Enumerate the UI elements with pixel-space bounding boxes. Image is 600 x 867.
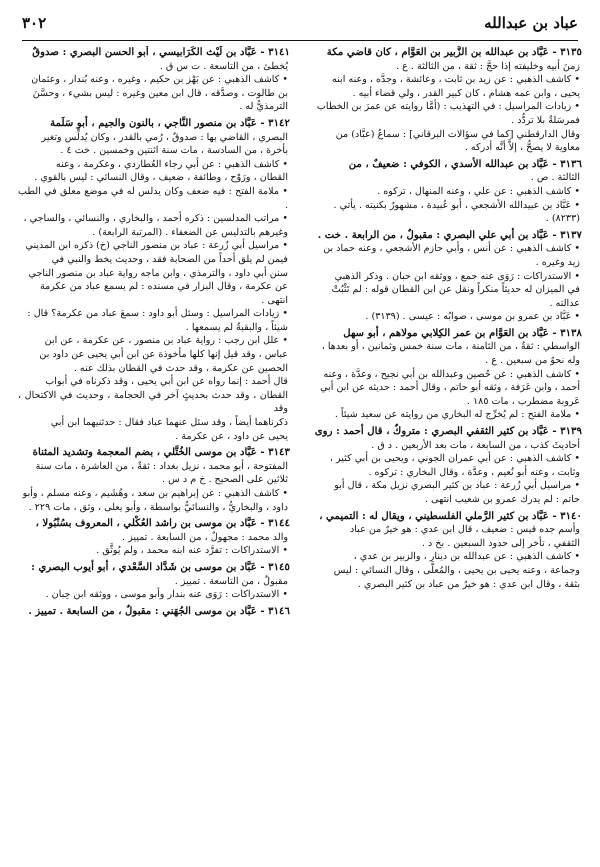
entry-line: شيئاً ، والبقيةُ لم يسمعها . — [185, 321, 288, 333]
entry-line: • كاشف الذهبي : عن علي ، وعنه المنهال ، تركوه . — [377, 185, 580, 197]
entry-line: (٨٢٣٣) . — [545, 213, 580, 225]
entry-heading: ٣١٤٥ - عَبَّاد بن موسى بن شَدَّاد السَّعْدي ، أبو أيوب البصري : — [31, 560, 290, 573]
entry-line: ذكرناهما أيضاً ، وقد سئل عنهما عباد فقال : حدثنيهما ابن أبي — [50, 417, 288, 429]
entry-line: وقال الدارقطني [كما في سؤالات البرقاني] : سماعُ (عبَّاد) من — [335, 128, 580, 140]
entry-line: عَروبة مضطرب ، مات ١٨٥ . — [466, 395, 580, 407]
entry-line: فمرسَلةٌ بلا تردُّد . — [511, 114, 580, 126]
entry-line: بثقة ، وقال ابن عدي : هو خيرٌ من عباد بن كثير البصري . — [357, 578, 580, 590]
entry-line: • كاشف الذهبي : عن عبدالله بن دينار ، والزبير بن عدي ، — [353, 551, 580, 563]
entry-line: • كاشف الذهبي : عن حُصين وعبدالله بن أبي نجيح ، وعدَّة ، وعنه — [323, 368, 580, 380]
entry-line: حاتم : لم يدرك عمرو بن شعيب انتهى . — [425, 494, 580, 505]
entry-line: • الاستدراكات : رَوَى عنه جمع ، ووثقه ابن حبان . وذكر الذهبي — [334, 270, 580, 282]
biography-entry — [310, 229, 582, 324]
entry-heading: ٣١٣٩ - عَبَّاد بن كثير الثقفي البصري : متروكٌ ، قال أحمد : روى — [314, 425, 582, 438]
entry-line: القطان ، ورَوْح ، وطائفة ، ضعيف ، وقال النسائي : ليس بالقوي . — [34, 172, 288, 184]
entry-line: المفتوحة ، أبو محمد ، نزيل بغداد : ثقةٌ ، من العاشرة ، مات سنة — [35, 460, 288, 472]
entry-line: وأسم جده قيس : ضعيف ، قال ابن عدي : هو خيرٌ من عباد — [349, 524, 580, 536]
entry-line: • كاشف الذهبي : عن زيد بن ثابت ، وعائشة ، وجدَّه ، وعنه ابنه — [332, 74, 580, 86]
entry-line: بن طالوت ، وصدَّقه ، قال ابن معين وغيره : ليس بشيء ، وحسَّنَ — [32, 87, 288, 99]
entry-line: الثقفي ، تأخر إلى حدود السبعين . بخ د . — [421, 537, 580, 549]
left-column — [18, 46, 290, 858]
entry-line: • الاستدراكات : تفرَّد عنه ابنه محمد ، ولم يُوثَّق . — [96, 545, 288, 557]
entry-line: • كاشف الذهبي : عن أبي رجاء العُطاردي ، وعكرمة ، وعنه — [55, 158, 288, 170]
entry-line: بأخرة ، من السادسة ، مات سنة اثنتين وخمسين . خت ٤ . — [60, 145, 288, 157]
entry-line: فيمن لم يلق أحداً من الصحابة فقد ، وحديث يخط والنبي في — [51, 253, 288, 265]
entry-line: أحمد ، وابن عَرَفة ، وثقه أبو حاتم ، وقال أحمد : حديثه عن ابن أبي — [320, 382, 580, 394]
entry-heading: ٣١٣٨ - عَبَّاد بن العَوَّام بن عمر الكِلابي مولاهم ، أبو سهل — [343, 326, 582, 339]
entry-line: • عَبَّاد بن عبيدالله الأشجعي ، أبو عُبيدة ، مشهورٌ بكنيته . يأتي . — [333, 199, 580, 211]
entry-line: وغيرهم بالتدليس عن الضعفاء . (المرتبة الرابعة) . — [92, 226, 288, 238]
right-column — [310, 46, 582, 858]
entry-line: عباس ، وقد قيل إنها كلها مأخوذة عن ابن أبي يحيى عن داود بن — [39, 349, 288, 361]
entry-line: معاوية لا يصحُّ ، إلاَّ أنَّه أدركه . — [464, 142, 580, 154]
entry-line: في الميزان له حديثاً منكراً ونقل عن ابن القطان قوله : لم تَثْبُتْ — [331, 284, 580, 296]
biography-entry — [18, 446, 290, 514]
page-number: ٣٠٢ — [22, 14, 47, 32]
biography-entry — [18, 46, 290, 114]
entry-line: قال أحمد : إنما رواه عن ابن أبي يحيى ، وقد ذكرناه في أبواب — [45, 376, 288, 388]
entry-heading: ٣١٤٦ - عَبَّاد بن موسى الجُهَني : مقبولٌ ، من السابعة . تمييز . — [28, 604, 290, 617]
entry-line: • كاشف الذهبي : عن بَهْز بن حكيم ، وغيره ، وعنه بُندار ، وعثمان — [31, 74, 288, 86]
entry-line: • مراسيل أبي زُرعة : عباد بن منصور الناجي (خ) ذكره ابن المديني — [25, 240, 288, 252]
biography-entry — [18, 561, 290, 602]
entry-line: البصري ، القاضي بها : صدوقٌ ، رُمي بالقدر ، وكان يُدلِّس وتغير — [41, 131, 288, 143]
entry-line: انتهى . — [261, 294, 288, 306]
entry-line: • الاستدراكات : رَوَى عنه بندار وأبو موسى ، ووثقه ابن حِبان . — [45, 589, 288, 601]
entry-line: عدالته . — [549, 297, 580, 309]
entry-line: زمنَ أبيه وخليفته إذا حجَّ : ثقة ، من الثالثة . ع . — [396, 60, 580, 72]
entry-heading: ٣١٣٧ - عَبَّاد بن أبي علي البصري : مقبولٌ ، من الرابعة . خت . — [317, 228, 582, 241]
entry-line: الترمذيُّ له . — [239, 101, 288, 113]
entry-line: والد محمد : مجهولٌ ، من السابعة . تمييز . — [122, 531, 288, 543]
biography-entry — [310, 425, 582, 507]
biography-entry — [18, 517, 290, 558]
biography-entry — [310, 327, 582, 422]
entry-heading: ٣١٤٤ - عَبَّاد بن موسى بن راشد العُكْلي ، المعروف بسُنْبُولا ، — [35, 517, 290, 530]
entry-heading: ٣١٤١ - عَبَّاد بن لَيْث الكَرَابيسي ، أبو الحسن البصري : صدوقٌ — [32, 46, 290, 58]
entry-heading: ٣١٤٢ - عَبَّاد بن منصور النَّاجي ، بالنون والجيم ، أبو سَلَمة — [50, 116, 290, 129]
entry-heading: ٣١٤٠ - عَبَّاد بن كثير الرَّملي الفلسطيني ، ويقال له : التميمي ، — [319, 509, 582, 522]
biography-entry — [310, 46, 582, 155]
entry-heading: ٣١٤٣ - عَبَّاد بن موسى الخُتَّلي ، بضم المعجمة وتشديد المثناة — [32, 446, 290, 459]
entry-line: الثالثة . ص . — [530, 172, 580, 184]
entry-line: ثلاثين على الصحيح . خ م د س . — [162, 474, 288, 486]
biography-entry — [310, 158, 582, 226]
entry-line: أحاديثَ كذب ، من السابعة ، مات بعد الأربعين . د ق . — [371, 439, 580, 451]
entry-line: عن عكرمة ، وقال البزار في مسنده : لم يسمع عباد من عكرمة — [39, 281, 288, 293]
entry-line: • عَبَّاد بن عمرو بن موسى ، صوابُه : عيسى . (٣١٣٩) . — [365, 311, 580, 323]
entry-line: • زيادات المراسيل : في التهذيب : (أمَّا روايته عن عمرَ بن الخطاب — [316, 101, 580, 113]
entry-line: • زيادات المراسيل : وسئل أبو داود : سمعَ عباد من عكرمة؟ قال : — [27, 308, 288, 320]
running-title: عباد بن عبدالله — [484, 14, 578, 32]
entry-line: مقبولٌ ، من التاسعة . تمييز . — [174, 575, 288, 587]
entry-line: يُخطئ ، من التاسعة . ت س ق . — [159, 60, 288, 72]
entry-line: يحيى ، وابن عمه هشام ، كان كبير القدر ، ولي قضاء أبيه . — [352, 87, 580, 99]
entry-line: يحيى عن داود ، عن عكرمة . — [175, 430, 288, 442]
entry-line: زيد وغيره . — [535, 256, 580, 268]
biography-entry — [18, 605, 290, 619]
entry-line: وثابت ، وعنه أبو نُعيم ، وعدَّة ، وقال البخاري : تركوه . — [368, 466, 580, 478]
entry-line: الحصين عن عكرمة ، وقد حدث في القطان بذلك عنه . — [73, 362, 288, 374]
entry-line: داود ، والبخاريُّ ، والنسائيُّ بواسطة ، وأبو يعلى ، وثق ، مات ٢٢٩ . — [28, 501, 288, 513]
entry-line: • ملامة الفتح : فيه ضعف وكان يدلس له في موضع معلق في الطب . — [18, 185, 288, 211]
entry-line: القطان ، وقد حدث بحديثٍ آخر في الحجامة ، وحديث في الاكتحال ، وقد — [18, 389, 288, 415]
header-rule — [22, 40, 578, 41]
entry-line: • كاشف الذهبي : عن أبي عمران الجوني ، ويحيى بن أبي كثير ، — [329, 453, 580, 465]
biography-entry — [18, 117, 290, 443]
entry-line: • مراتب المدلسين : ذكره أحمد ، والبخاري ، والنسائي ، والساجي ، — [23, 213, 288, 225]
entry-line: • مراسيل أبي زُرعة : عباد بن كثير البصري نزيل مكة ، قال أبو — [334, 480, 580, 492]
entry-line: • علل ابن رجب : رواية عباد بن منصور ، عن عكرمة ، عن ابن — [44, 335, 288, 347]
entry-heading: ٣١٣٦ - عَبَّاد بن عبدالله الأسدي ، الكوفي : ضعيفٌ ، من — [348, 157, 582, 170]
page-header — [22, 10, 578, 36]
entry-line: وله نحوٌ من سبعين . ع . — [485, 355, 580, 367]
entry-line: • ملامة الفتح : لم يُخرِّج له البخاري من روايته عن سعيد شيئاً . — [334, 409, 580, 421]
entry-line: سنن أبي داود ، والترمذي ، وابن ماجه رواية عباد بن منصور الناجي — [28, 267, 288, 279]
entry-line: وجماعة ، وعنه يحيى بن يحيى ، والمُعلَّى ، وقال النسائي : ليس — [333, 564, 580, 576]
entry-line: الواسطي : ثقةٌ ، من الثامنة ، مات سنة خمس وثمانين ، أو بعدها ، — [321, 341, 580, 353]
entry-line: • كاشف الذهبي : عن أنس ، وأبي حازم الأشجعي ، وعنه حماد بن — [323, 243, 580, 255]
entry-heading: ٣١٣٥ - عَبَّاد بن عبدالله بن الزُّبير بن العَوَّام ، كان قاضي مكة — [326, 46, 582, 58]
biography-entry — [310, 510, 582, 592]
entry-line: • كاشف الذهبي : عن إبراهيم بن سعد ، وهُشَيم ، وعنه مسلم ، وأبو — [22, 488, 288, 499]
